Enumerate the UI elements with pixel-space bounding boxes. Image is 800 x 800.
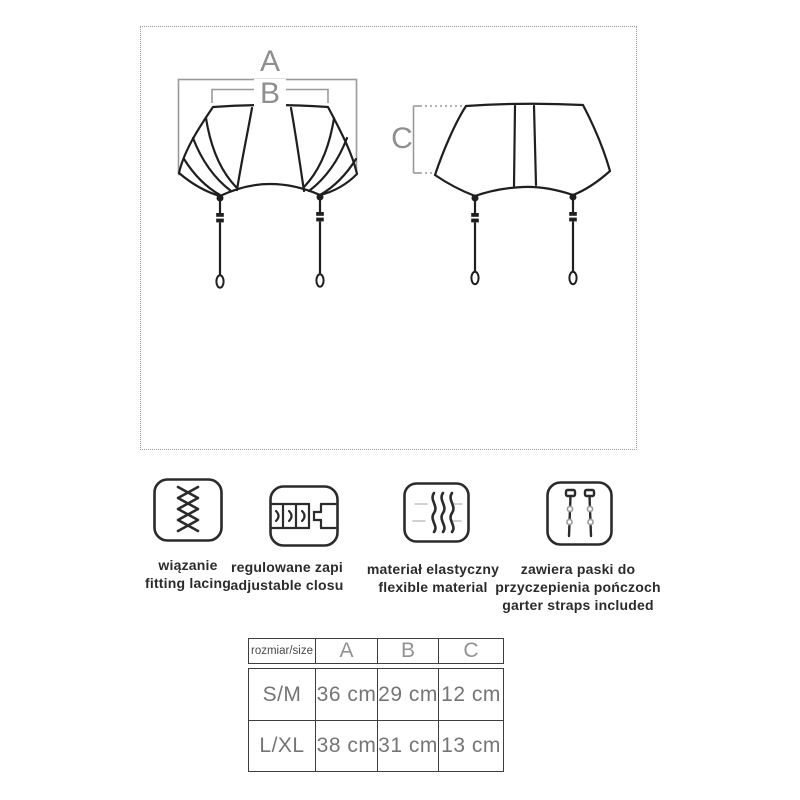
size-table-header-cell: A (315, 639, 377, 663)
feature-label-line: garter straps included (502, 597, 654, 613)
size-table-cell: L/XL (249, 720, 315, 771)
flexible-material-icon (403, 482, 470, 543)
front-view-garter-straps (216, 195, 324, 288)
size-table-cell: 31 cm (377, 720, 438, 771)
feature-label-line: fitting lacing (144, 575, 232, 591)
feature-flexible-label (367, 560, 499, 596)
size-table-header-cell: B (377, 639, 438, 663)
feature-closure-label (231, 558, 344, 594)
size-table-cell: 12 cm (438, 669, 503, 720)
measure-label-b: B (254, 79, 286, 109)
size-table-header-cell: C (438, 639, 503, 663)
feature-label-line: materiał elastyczny (366, 561, 500, 577)
side-view-drawing (435, 104, 610, 196)
size-table-cell: S/M (262, 682, 302, 706)
feature-label-line: adjustable closu (230, 577, 344, 593)
size-table (248, 668, 504, 772)
feature-label-line: wiązanie (158, 557, 218, 573)
size-table-cell: 36 cm (315, 669, 377, 720)
feature-lacing-label (145, 556, 231, 592)
front-view-drawing (179, 105, 357, 196)
lacing-icon (153, 478, 223, 542)
garter-straps-icon (546, 481, 613, 546)
size-table-cell: 29 cm (377, 669, 438, 720)
feature-label-line: flexible material (378, 579, 488, 595)
feature-straps-label (495, 560, 660, 614)
measure-label-a: A (259, 45, 281, 78)
size-table-cell: 13 cm (438, 720, 503, 771)
size-table-header (248, 638, 504, 664)
feature-label-line: przyczepienia pończoch (495, 579, 661, 595)
size-table-cell: 38 cm (315, 720, 377, 771)
adjustable-closure-icon (269, 485, 339, 547)
side-view-garter-straps (471, 195, 577, 285)
measure-label-c: C (391, 122, 413, 155)
size-table-header-cell: rozmiar/size (251, 645, 313, 657)
feature-label-line: regulowane zapi (231, 559, 343, 575)
feature-label-line: zawiera paski do (520, 561, 636, 577)
